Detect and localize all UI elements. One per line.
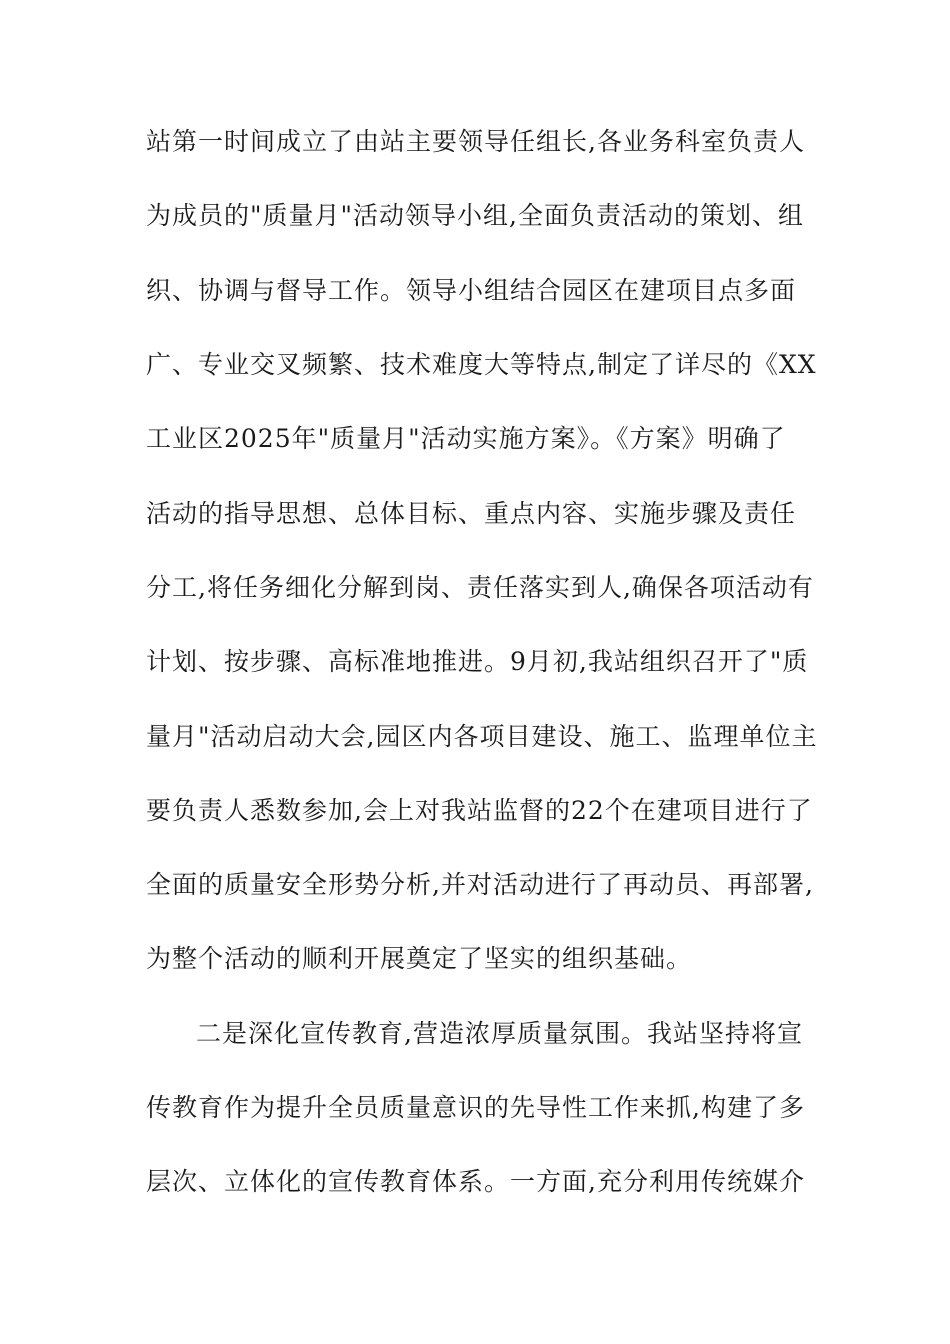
text-line: 织、协调与督导工作。领导小组结合园区在建项目点多面 (146, 276, 797, 305)
text-line: 全面的质量安全形势分析,并对活动进行了再动员、再部署, (146, 870, 814, 899)
text-line: 活动的指导思想、总体目标、重点内容、实施步骤及责任 (146, 499, 797, 528)
text-line: 量月"活动启动大会,园区内各项目建设、施工、监理单位主 (146, 722, 818, 751)
text-line: 为成员的"质量月"活动领导小组,全面负责活动的策划、组 (146, 201, 804, 230)
text-line: 层次、立体化的宣传教育体系。一方面,充分利用传统媒介 (146, 1167, 805, 1196)
text-line: 站第一时间成立了由站主要领导任组长,各业务科室负责人 (146, 127, 805, 156)
text-line: 分工,将任务细化分解到岗、责任落实到人,确保各项活动有 (146, 573, 814, 602)
text-line: 广、专业交叉频繁、技术难度大等特点,制定了详尽的《XX (146, 350, 817, 379)
text-line: 传教育作为提升全员质量意识的先导性工作来抓,构建了多 (146, 1093, 805, 1122)
text-line: 工业区2025年"质量月"活动实施方案》。《方案》明确了 (146, 424, 786, 453)
text-line: 要负责人悉数参加,会上对我站监督的22个在建项目进行了 (146, 796, 813, 825)
text-line: 为整个活动的顺利开展奠定了坚实的组织基础。 (146, 944, 693, 973)
text-line: 计划、按步骤、高标准地推进。9月初,我站组织召开了"质 (146, 647, 809, 676)
paragraph-start-line: 二是深化宣传教育,营造浓厚质量氛围。我站坚持将宣 (196, 1019, 803, 1048)
